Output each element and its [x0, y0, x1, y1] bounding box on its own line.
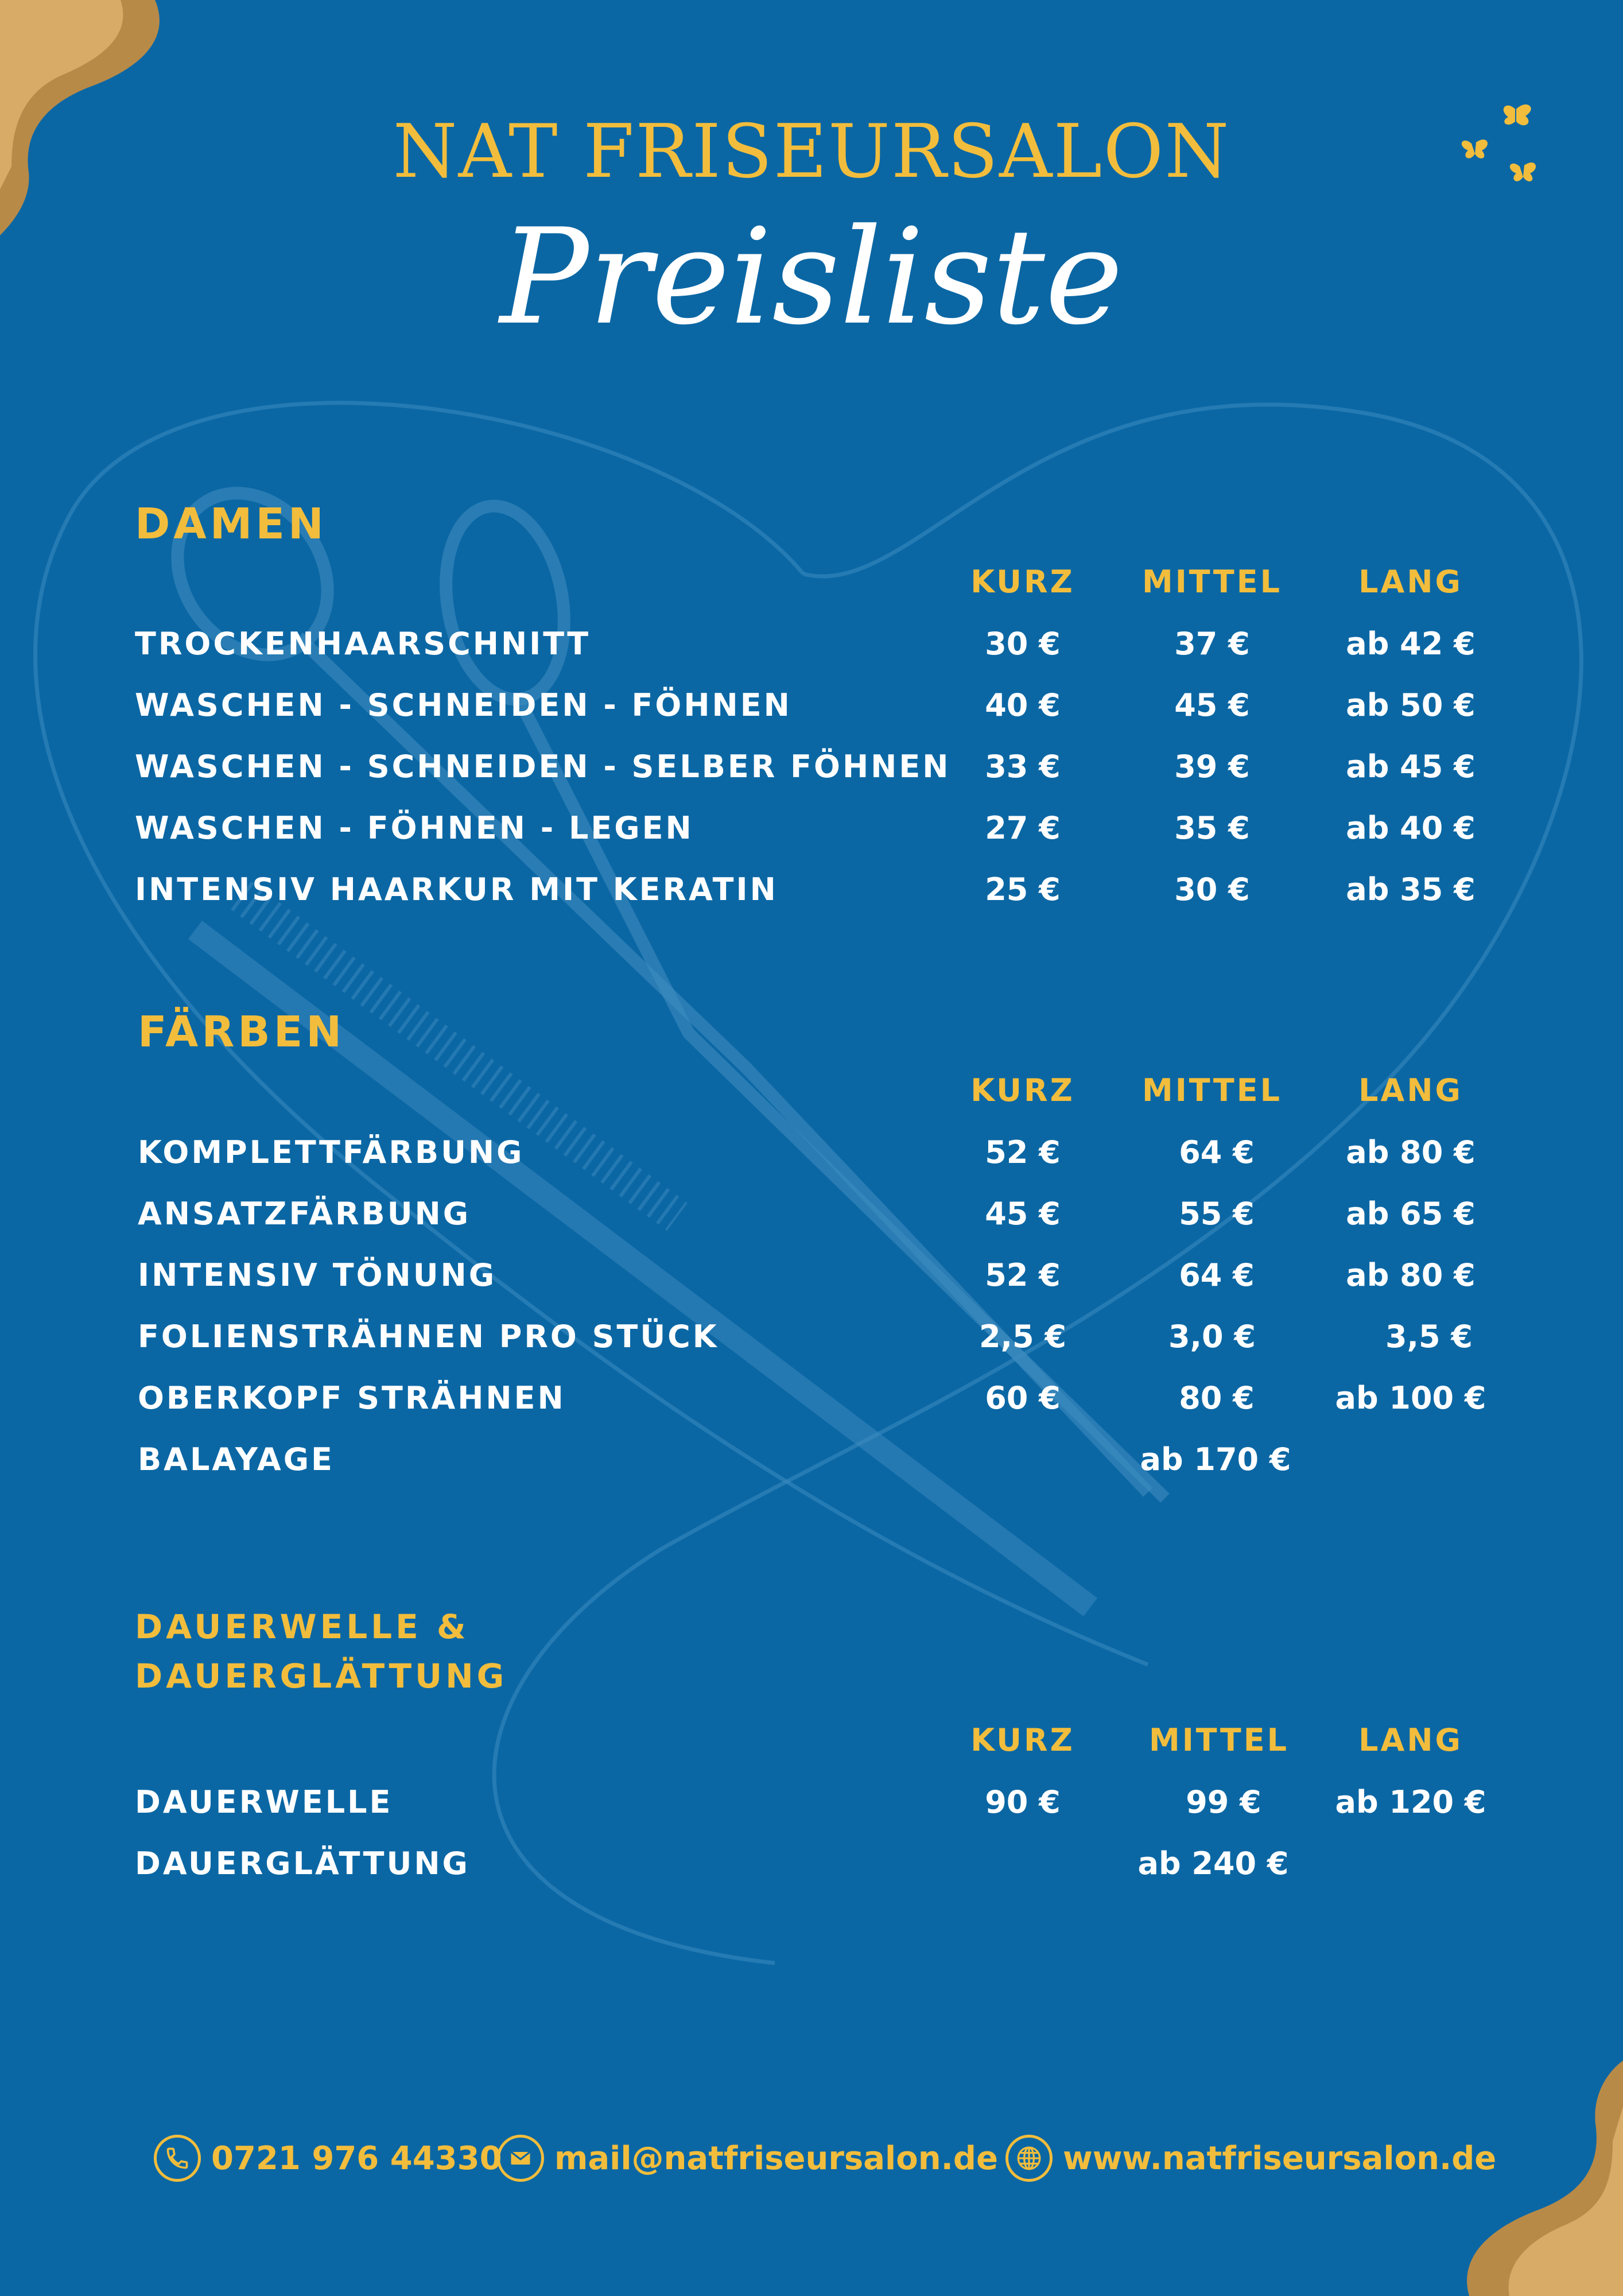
phone-icon: [154, 2135, 201, 2182]
column-header-mittel: MITTEL: [1141, 1072, 1283, 1108]
price-mittel: 80 €: [1179, 1380, 1255, 1416]
price-lang: ab 42 €: [1346, 626, 1476, 662]
section-title-faerben: FÄRBEN: [138, 1007, 345, 1057]
price-kurz: 45 €: [985, 1196, 1061, 1232]
price-kurz: 25 €: [985, 871, 1061, 907]
price-kurz: 30 €: [985, 626, 1061, 662]
service-label: TROCKENHAARSCHNITT: [135, 626, 591, 662]
price-mittel: 64 €: [1179, 1134, 1255, 1170]
service-label: WASCHEN - SCHNEIDEN - FÖHNEN: [135, 687, 792, 723]
price-kurz: 60 €: [985, 1380, 1061, 1416]
price-lang: ab 120 €: [1335, 1784, 1486, 1820]
column-header-lang: LANG: [1358, 564, 1463, 600]
service-label: DAUERWELLE: [135, 1784, 393, 1820]
price-row: [0, 1134, 1623, 1186]
service-label: INTENSIV HAARKUR MIT KERATIN: [135, 871, 778, 907]
price-lang: ab 80 €: [1346, 1134, 1476, 1170]
price-lang: ab 65 €: [1346, 1196, 1476, 1232]
price-row: [0, 1845, 1623, 1897]
service-label: BALAYAGE: [138, 1441, 335, 1477]
price-row: [0, 1380, 1623, 1432]
mail-icon: [497, 2135, 544, 2182]
price-mittel: 35 €: [1174, 810, 1250, 846]
price-kurz: 27 €: [985, 810, 1061, 846]
phone-contact[interactable]: [154, 2127, 502, 2190]
column-header-kurz: KURZ: [970, 564, 1075, 600]
price-lang: ab 40 €: [1346, 810, 1476, 846]
brand-title: NAT FRISEURSALON: [393, 109, 1230, 195]
service-label: WASCHEN - FÖHNEN - LEGEN: [135, 810, 694, 846]
service-label: INTENSIV TÖNUNG: [138, 1257, 497, 1293]
price-row: [0, 1784, 1623, 1836]
price-pauschal: ab 170 €: [1140, 1441, 1291, 1477]
service-label: OBERKOPF STRÄHNEN: [138, 1380, 566, 1416]
price-kurz: 33 €: [985, 748, 1061, 785]
column-header-kurz: KURZ: [970, 1072, 1075, 1108]
price-lang: ab 35 €: [1346, 871, 1476, 907]
price-mittel: 3,0 €: [1168, 1318, 1256, 1355]
price-row: [0, 748, 1623, 800]
price-kurz: 2,5 €: [979, 1318, 1067, 1355]
price-mittel: 30 €: [1174, 871, 1250, 907]
price-row: [0, 1441, 1623, 1493]
contact-footer: [0, 2127, 1623, 2190]
price-row: [0, 1196, 1623, 1247]
column-header-mittel: MITTEL: [1141, 564, 1283, 600]
section-title-dauerglaettung: DAUERGLÄTTUNG: [135, 1657, 508, 1696]
comb-icon: [195, 895, 1090, 1607]
price-row: [0, 1257, 1623, 1309]
price-kurz: 52 €: [985, 1257, 1061, 1293]
section-title-dauerwelle: DAUERWELLE &: [135, 1607, 469, 1646]
service-label: DAUERGLÄTTUNG: [135, 1845, 470, 1882]
price-mittel: 99 €: [1186, 1784, 1261, 1820]
price-mittel: 37 €: [1174, 626, 1250, 662]
email-address[interactable]: mail@natfriseursalon.de: [554, 2139, 998, 2177]
price-mittel: 55 €: [1179, 1196, 1255, 1232]
price-lang: ab 50 €: [1346, 687, 1476, 723]
globe-icon: [1005, 2135, 1053, 2182]
price-row: [0, 810, 1623, 862]
column-header-kurz: KURZ: [970, 1722, 1075, 1758]
price-row: [0, 1318, 1623, 1370]
price-kurz: 40 €: [985, 687, 1061, 723]
service-label: KOMPLETTFÄRBUNG: [138, 1134, 525, 1170]
price-row: [0, 871, 1623, 923]
email-contact[interactable]: [497, 2127, 998, 2190]
service-label: ANSATZFÄRBUNG: [138, 1196, 471, 1232]
price-row: [0, 626, 1623, 677]
price-lang: ab 45 €: [1346, 748, 1476, 785]
website-url[interactable]: www.natfriseursalon.de: [1063, 2139, 1497, 2177]
price-pauschal: ab 240 €: [1137, 1845, 1289, 1882]
phone-number[interactable]: 0721 976 44330: [211, 2139, 502, 2177]
column-header-lang: LANG: [1358, 1072, 1463, 1108]
column-header-mittel: MITTEL: [1148, 1722, 1290, 1758]
service-label: FOLIENSTRÄHNEN PRO STÜCK: [138, 1318, 719, 1355]
service-label: WASCHEN - SCHNEIDEN - SELBER FÖHNEN: [135, 748, 951, 785]
price-mittel: 39 €: [1174, 748, 1250, 785]
section-title-damen: DAMEN: [135, 499, 327, 549]
column-header-lang: LANG: [1358, 1722, 1463, 1758]
price-mittel: 45 €: [1174, 687, 1250, 723]
price-mittel: 64 €: [1179, 1257, 1255, 1293]
price-lang: ab 80 €: [1346, 1257, 1476, 1293]
price-lang: 3,5 €: [1385, 1318, 1473, 1355]
website-contact[interactable]: [1005, 2127, 1496, 2190]
price-kurz: 90 €: [985, 1784, 1061, 1820]
price-kurz: 52 €: [985, 1134, 1061, 1170]
price-lang: ab 100 €: [1335, 1380, 1486, 1416]
price-row: [0, 687, 1623, 739]
page-title: Preisliste: [499, 201, 1124, 354]
